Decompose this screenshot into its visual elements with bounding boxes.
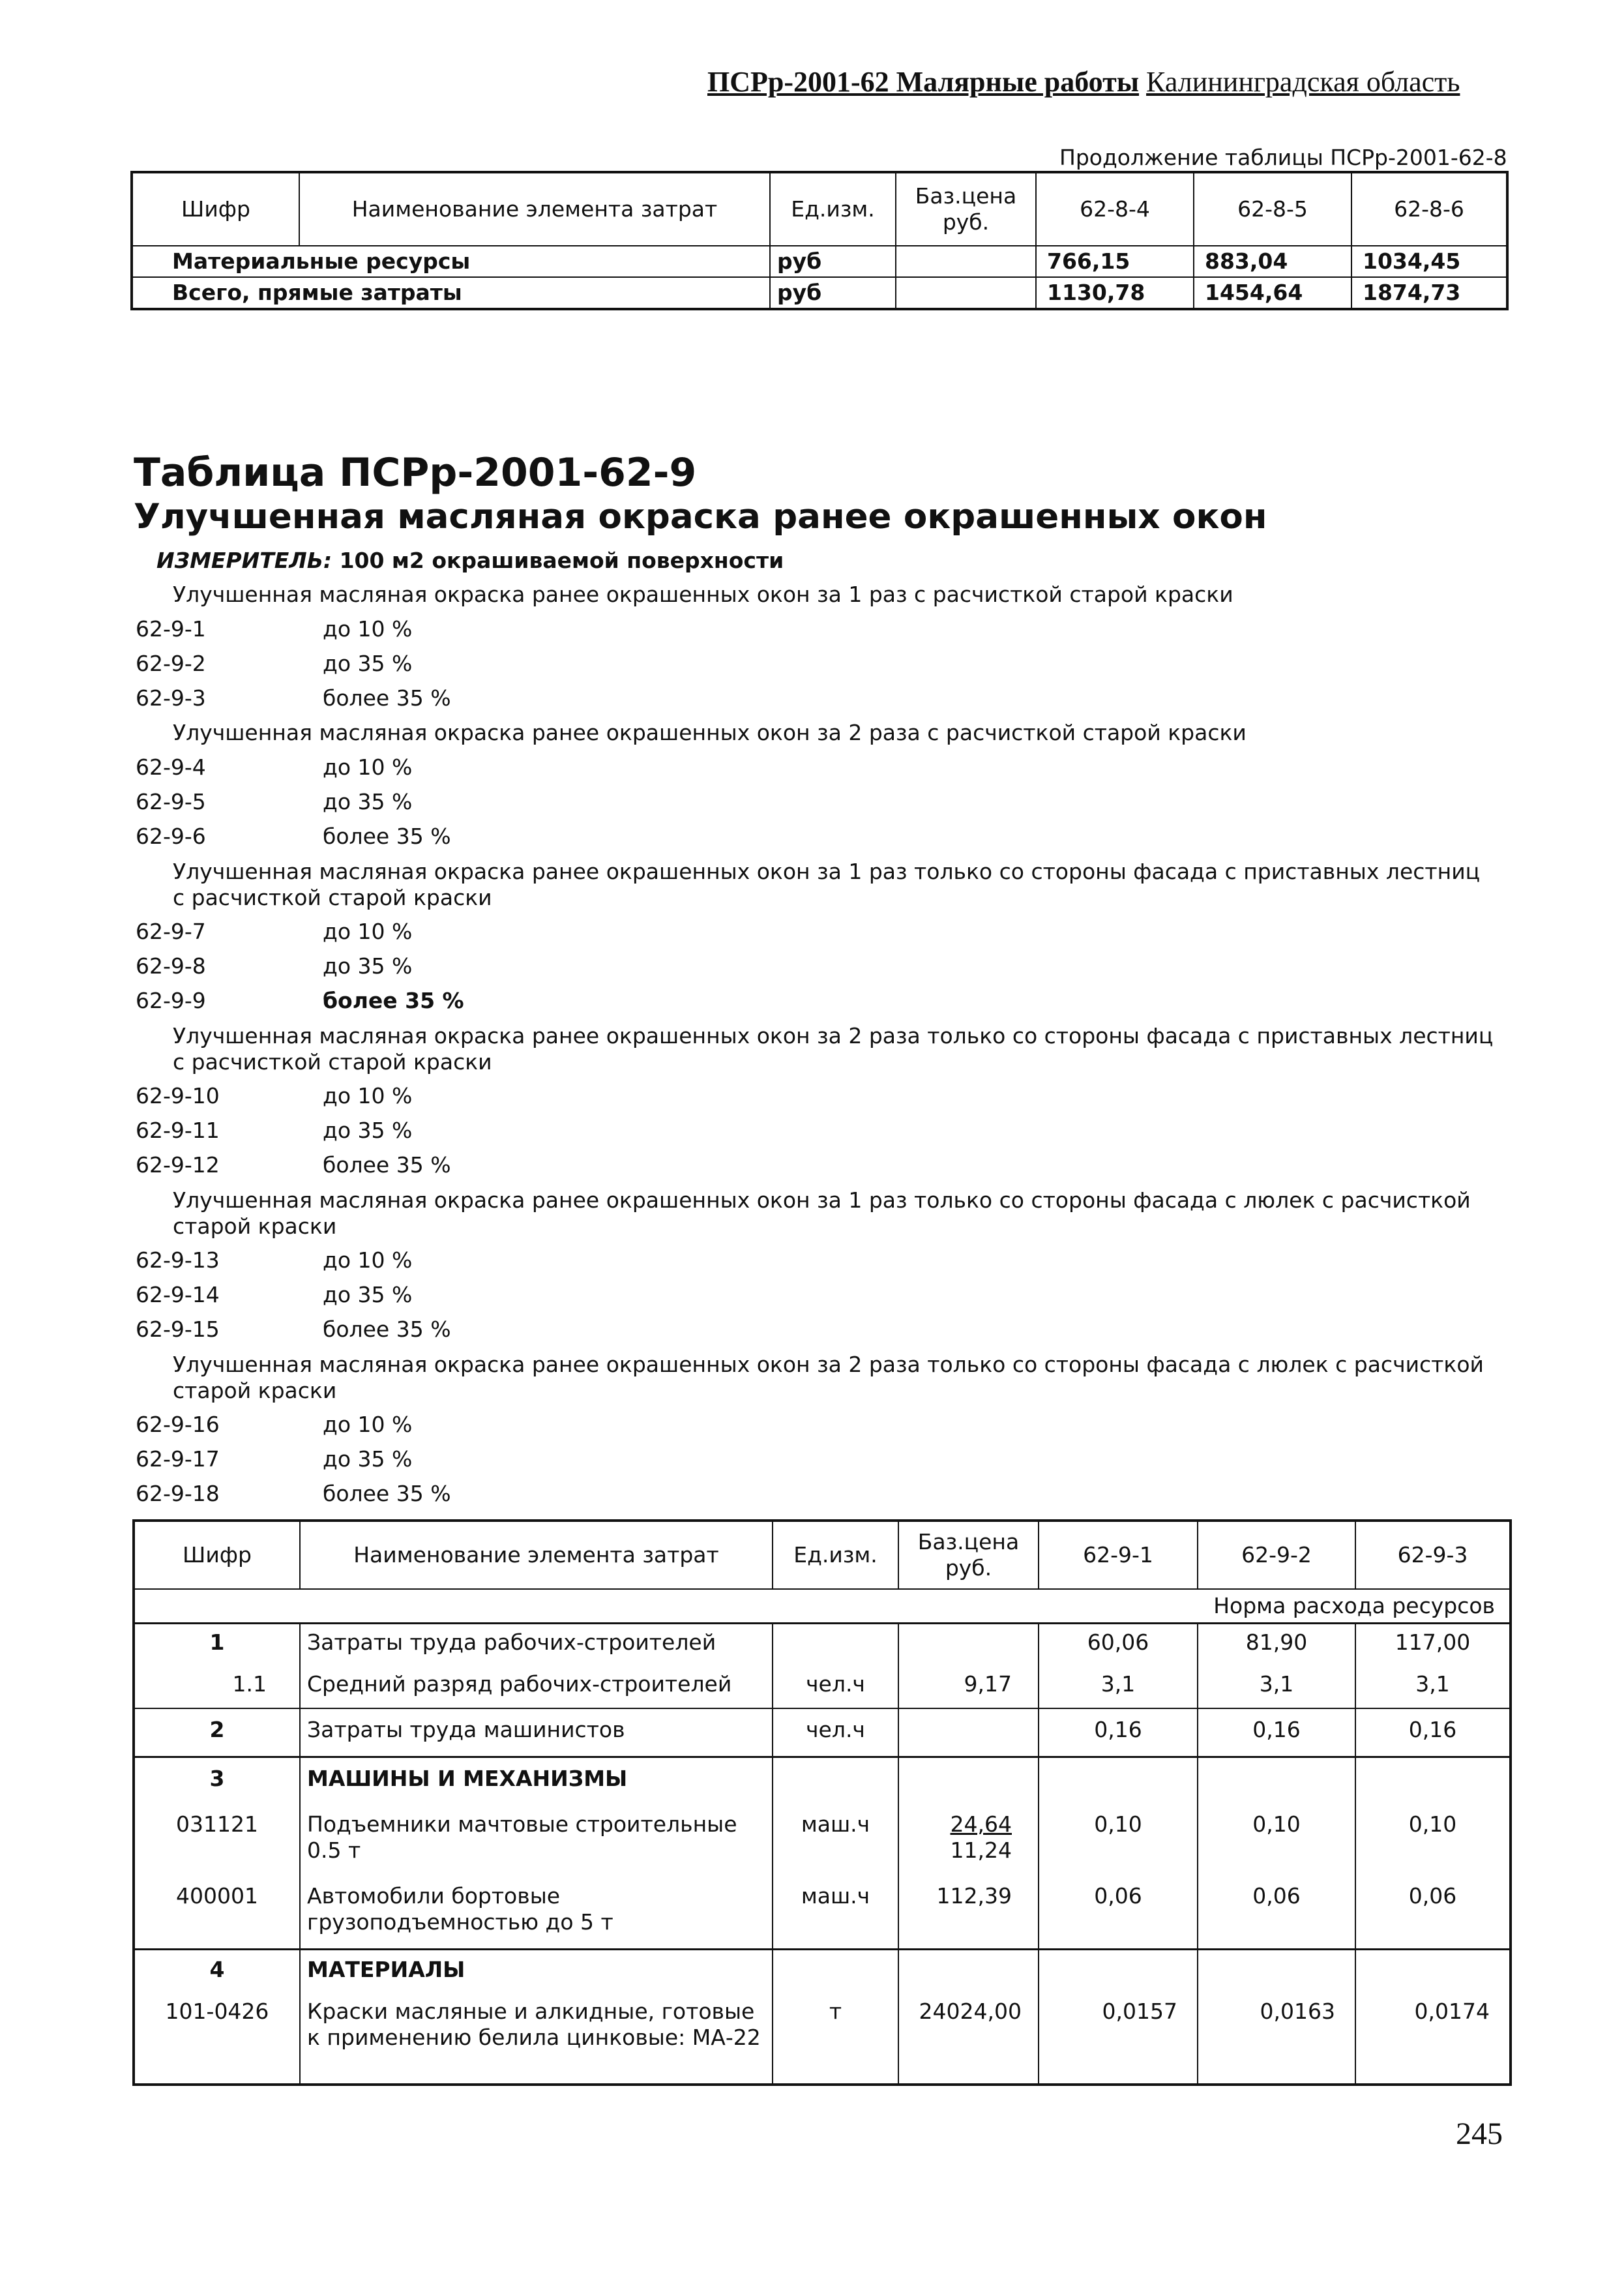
item-code: 62-9-1: [136, 616, 206, 642]
column-header: 62-8-6: [1351, 172, 1507, 246]
table-row: [134, 1992, 1511, 2085]
row-price: [896, 246, 1036, 277]
row-name: Всего, прямые затраты: [132, 277, 770, 309]
row-price: [896, 277, 1036, 309]
row-unit: чел.ч: [773, 1666, 898, 1708]
item-value: более 35 %: [323, 1316, 451, 1342]
table-row: [134, 1666, 1511, 1708]
row-code: 1: [134, 1624, 300, 1667]
row-name: Средний разряд рабочих-строителей: [300, 1666, 773, 1708]
row-value: 0,16: [1355, 1708, 1511, 1757]
item-value: до 10 %: [323, 919, 413, 944]
list-item: [134, 983, 1522, 1018]
measure-label: ИЗМЕРИТЕЛЬ:: [156, 548, 332, 573]
item-code: 62-9-3: [136, 685, 206, 711]
list-item: [134, 1148, 1522, 1182]
item-code: 62-9-14: [136, 1282, 220, 1307]
row-value: 0,0157: [1039, 1992, 1198, 2085]
list-item: [134, 681, 1522, 715]
list-item: [134, 1078, 1522, 1113]
table-row: [134, 1950, 1511, 1993]
row-price: [898, 1805, 1039, 1877]
row-value: [1198, 1950, 1355, 1993]
row-value: 883,04: [1194, 246, 1351, 277]
table-row: [134, 1624, 1511, 1667]
column-header: 62-9-3: [1355, 1521, 1511, 1589]
measure-value: 100 м2 окрашиваемой поверхности: [339, 548, 784, 573]
group-description: Улучшенная масляная окраска ранее окрашенных окон за 2 раза с расчисткой старой краски: [173, 720, 1247, 745]
row-unit: т: [773, 1992, 898, 2085]
table-row: [132, 246, 1507, 277]
row-value: 1454,64: [1194, 277, 1351, 309]
row-code: 4: [134, 1950, 300, 1993]
row-value: 60,06: [1039, 1624, 1198, 1667]
row-code: 031121: [134, 1805, 300, 1877]
item-code: 62-9-17: [136, 1446, 220, 1472]
table-row: [132, 277, 1507, 309]
row-value: 0,16: [1039, 1708, 1198, 1757]
norm-items-list: [134, 577, 1522, 1511]
list-item: [134, 1113, 1522, 1148]
group-description: Улучшенная масляная окраска ранее окрашенных окон за 2 раза только со стороны фасада с приставных лестниц с расчисткой старой краски: [173, 1023, 1494, 1075]
row-value: 81,90: [1198, 1624, 1355, 1667]
row-name: МАТЕРИАЛЫ: [300, 1950, 773, 1993]
list-item: [134, 914, 1522, 949]
row-value: 117,00: [1355, 1624, 1511, 1667]
item-value: более 35 %: [323, 685, 451, 711]
list-item: [134, 750, 1522, 784]
section-title: Таблица ПСРр-2001-62-9: [134, 450, 697, 496]
row-value: 0,10: [1355, 1805, 1511, 1877]
column-header: 62-9-2: [1198, 1521, 1355, 1589]
header-region: Калининградская область: [1146, 66, 1460, 98]
item-value: до 35 %: [323, 1118, 413, 1143]
row-value: 1130,78: [1036, 277, 1194, 309]
item-code: 62-9-12: [136, 1152, 220, 1178]
row-value: 0,0174: [1355, 1992, 1511, 2085]
column-header: Наименование элемента затрат: [299, 172, 770, 246]
continuation-caption: Продолжение таблицы ПСРр-2001-62-8: [1059, 145, 1507, 170]
row-value: 3,1: [1039, 1666, 1198, 1708]
row-value: 0,10: [1198, 1805, 1355, 1877]
row-value: 0,16: [1198, 1708, 1355, 1757]
row-value: [1198, 1757, 1355, 1806]
row-price: [898, 1757, 1039, 1806]
item-code: 62-9-8: [136, 953, 206, 979]
row-value: [1355, 1757, 1511, 1806]
item-value: более 35 %: [323, 1481, 451, 1506]
row-value: 0,06: [1198, 1877, 1355, 1950]
row-price: 9,17: [898, 1666, 1039, 1708]
item-code: 62-9-13: [136, 1247, 220, 1273]
item-code: 62-9-10: [136, 1083, 220, 1108]
row-code: 3: [134, 1757, 300, 1806]
price-value-secondary: 11,24: [950, 1837, 1012, 1863]
column-header: 62-8-5: [1194, 172, 1351, 246]
row-value: 1874,73: [1351, 277, 1507, 309]
row-unit: руб: [770, 277, 896, 309]
list-item: [134, 1243, 1522, 1277]
item-code: 62-9-7: [136, 919, 206, 944]
section-subtitle: Улучшенная масляная окраска ранее окрашенных окон: [134, 497, 1267, 537]
item-code: 62-9-11: [136, 1118, 220, 1143]
item-value: более 35 %: [323, 824, 451, 849]
table-row: [134, 1708, 1511, 1757]
row-unit: [773, 1757, 898, 1806]
running-header: [707, 65, 1460, 98]
page-number: 245: [1456, 2117, 1503, 2151]
row-value: 0,06: [1355, 1877, 1511, 1950]
table-header-row: [134, 1521, 1511, 1589]
list-item: [134, 784, 1522, 819]
list-item: [134, 1476, 1522, 1511]
row-value: 3,1: [1355, 1666, 1511, 1708]
list-item: [134, 1442, 1522, 1476]
norm-caption: Норма расхода ресурсов: [134, 1589, 1511, 1624]
row-price: [898, 1950, 1039, 1993]
row-unit: чел.ч: [773, 1708, 898, 1757]
row-value: [1039, 1950, 1198, 1993]
price-value: 24,64: [950, 1811, 1012, 1837]
row-value: 0,06: [1039, 1877, 1198, 1950]
item-value: до 10 %: [323, 1247, 413, 1273]
row-name: Затраты труда рабочих-строителей: [300, 1624, 773, 1667]
table-header-row: [132, 172, 1507, 246]
row-price: 112,39: [898, 1877, 1039, 1950]
row-name: МАШИНЫ И МЕХАНИЗМЫ: [300, 1757, 773, 1806]
item-value: до 35 %: [323, 651, 413, 676]
item-value: до 10 %: [323, 616, 413, 642]
norm-caption-row: [134, 1589, 1511, 1624]
row-value: 0,10: [1039, 1805, 1198, 1877]
row-code: 101-0426: [134, 1992, 300, 2085]
group-description: Улучшенная масляная окраска ранее окрашенных окон за 1 раз только со стороны фасада с приставных лестниц с расчисткой старой краски: [173, 859, 1481, 910]
row-value: 766,15: [1036, 246, 1194, 277]
item-value: до 35 %: [323, 1446, 413, 1472]
item-value: до 10 %: [323, 1083, 413, 1108]
item-value: более 35 %: [323, 988, 464, 1013]
column-header: Ед.изм.: [770, 172, 896, 246]
item-value: до 10 %: [323, 754, 413, 780]
row-value: 0,0163: [1198, 1992, 1355, 2085]
column-header: Шифр: [132, 172, 299, 246]
item-code: 62-9-18: [136, 1481, 220, 1506]
column-header: Ед.изм.: [773, 1521, 898, 1589]
column-header: 62-8-4: [1036, 172, 1194, 246]
row-unit: маш.ч: [773, 1805, 898, 1877]
table-row: [134, 1877, 1511, 1950]
column-header: Наименование элемента затрат: [300, 1521, 773, 1589]
list-item: [134, 646, 1522, 681]
row-name: Краски масляные и алкидные, готовые к применению белила цинковые: МА-22: [300, 1992, 773, 2085]
row-unit: [773, 1624, 898, 1667]
item-code: 62-9-9: [136, 988, 206, 1013]
row-name: Подъемники мачтовые строительные 0.5 т: [300, 1805, 773, 1877]
row-unit: [773, 1950, 898, 1993]
list-item: [134, 1312, 1522, 1346]
list-item: [134, 949, 1522, 983]
row-code: 2: [134, 1708, 300, 1757]
item-code: 62-9-5: [136, 789, 206, 814]
list-item: [134, 612, 1522, 646]
list-item: [134, 819, 1522, 854]
group-description: Улучшенная масляная окраска ранее окрашенных окон за 1 раз только со стороны фасада с люлек с расчисткой старой краски: [173, 1187, 1471, 1239]
item-value: до 35 %: [323, 953, 413, 979]
group-description: Улучшенная масляная окраска ранее окрашенных окон за 2 раза только со стороны фасада с люлек с расчисткой старой краски: [173, 1352, 1484, 1403]
item-code: 62-9-4: [136, 754, 206, 780]
row-price: [898, 1624, 1039, 1667]
row-price: 24024,00: [898, 1992, 1039, 2085]
row-name: Затраты труда машинистов: [300, 1708, 773, 1757]
row-unit: маш.ч: [773, 1877, 898, 1950]
resource-norms-table: [132, 1519, 1512, 2086]
item-value: до 35 %: [323, 1282, 413, 1307]
item-code: 62-9-15: [136, 1316, 220, 1342]
column-header: Баз.цена руб.: [898, 1521, 1039, 1589]
row-unit: руб: [770, 246, 896, 277]
row-name: Материальные ресурсы: [132, 246, 770, 277]
row-value: [1355, 1950, 1511, 1993]
group-description: Улучшенная масляная окраска ранее окрашенных окон за 1 раз с расчисткой старой краски: [173, 582, 1233, 607]
column-header: Шифр: [134, 1521, 300, 1589]
row-name: Автомобили бортовые грузоподъемностью до 5 т: [300, 1877, 773, 1950]
table-row: [134, 1805, 1511, 1877]
item-code: 62-9-6: [136, 824, 206, 849]
measure-line: [156, 548, 784, 573]
column-header: 62-9-1: [1039, 1521, 1198, 1589]
item-value: до 10 %: [323, 1412, 413, 1437]
row-code: 400001: [134, 1877, 300, 1950]
row-value: 1034,45: [1351, 246, 1507, 277]
row-value: [1039, 1757, 1198, 1806]
item-code: 62-9-16: [136, 1412, 220, 1437]
column-header: Баз.цена руб.: [896, 172, 1036, 246]
row-code: 1.1: [134, 1666, 300, 1708]
header-doc-title: ПСРр-2001-62 Малярные работы: [707, 66, 1140, 98]
item-value: до 35 %: [323, 789, 413, 814]
item-code: 62-9-2: [136, 651, 206, 676]
list-item: [134, 1277, 1522, 1312]
table-row: [134, 1757, 1511, 1806]
continuation-table: [130, 171, 1509, 310]
row-price: [898, 1708, 1039, 1757]
item-value: более 35 %: [323, 1152, 451, 1178]
row-value: 3,1: [1198, 1666, 1355, 1708]
list-item: [134, 1407, 1522, 1442]
